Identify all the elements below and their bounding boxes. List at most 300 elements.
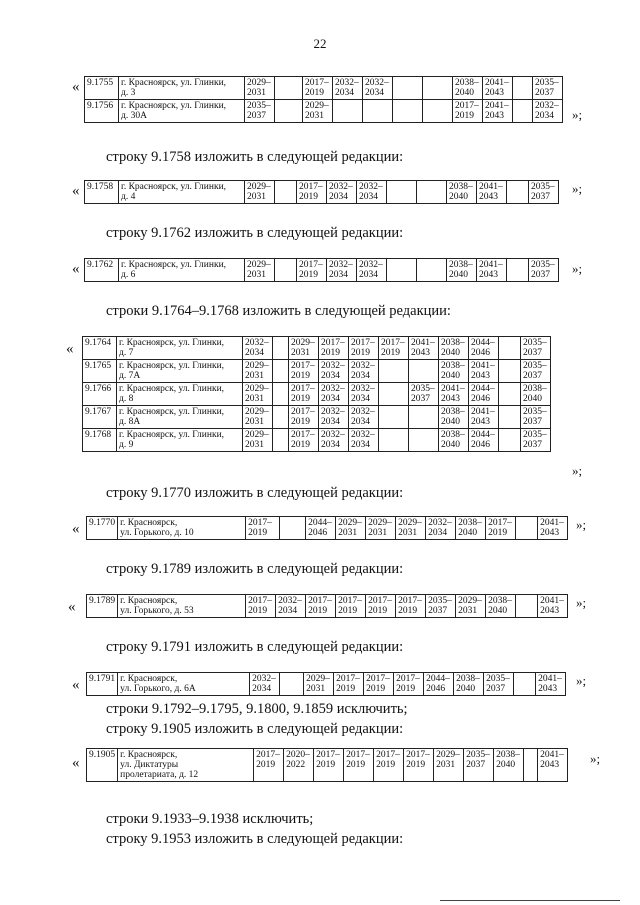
instruction-line: строку 9.1770 изложить в следующей редакции: — [106, 485, 404, 501]
period-cell — [529, 259, 559, 282]
address-cell — [117, 429, 243, 452]
period-cell — [379, 406, 409, 429]
period-line: 2032– — [359, 182, 383, 192]
period-line: 2019 — [366, 684, 386, 694]
period-line — [389, 270, 414, 280]
period-line — [515, 111, 530, 121]
period-line: 2017– — [321, 338, 345, 348]
period-cell — [254, 749, 284, 782]
period-line — [518, 596, 535, 606]
address-line: г. Красноярск, — [120, 596, 178, 606]
period-line: 2034 — [351, 394, 370, 404]
table-row — [85, 77, 563, 100]
period-cell — [243, 360, 273, 383]
period-cell — [349, 337, 379, 360]
period-line: 2029– — [291, 338, 315, 348]
period-line — [277, 270, 294, 280]
period-line: 2046 — [308, 528, 328, 538]
period-cell — [273, 406, 289, 429]
period-line: 2031 — [245, 417, 264, 427]
period-line: 2019 — [305, 88, 324, 98]
period-line: 2037 — [531, 270, 550, 280]
period-cell — [366, 595, 396, 618]
period-cell — [469, 360, 499, 383]
period-cell — [486, 517, 516, 540]
period-line: 2017– — [366, 674, 390, 684]
closing-quote: »; — [572, 107, 583, 122]
period-line — [365, 111, 390, 121]
period-cell — [349, 383, 379, 406]
period-line: 2044– — [471, 384, 495, 394]
period-line — [381, 417, 406, 427]
period-cell — [483, 77, 513, 100]
period-cell — [289, 383, 319, 406]
period-line: 2043 — [540, 760, 560, 770]
period-cell — [521, 383, 551, 406]
period-line: 2035– — [523, 361, 547, 371]
period-cell — [423, 100, 453, 123]
period-line — [389, 182, 414, 192]
period-line: 2040 — [496, 760, 516, 770]
period-line: 2019 — [381, 348, 400, 358]
period-line: 2035– — [523, 430, 547, 440]
period-cell — [366, 517, 396, 540]
period-line: 2034 — [351, 371, 370, 381]
period-line — [277, 88, 300, 98]
period-line: 2017– — [248, 518, 272, 528]
period-cell — [357, 181, 387, 204]
period-line: 2032– — [535, 101, 559, 111]
period-cell — [280, 673, 304, 696]
period-line: 2017– — [346, 750, 370, 760]
period-line: 2035– — [531, 260, 555, 270]
period-line: 2031 — [247, 88, 266, 98]
period-line: 2041– — [538, 674, 562, 684]
period-cell — [327, 259, 357, 282]
period-line: 2038– — [441, 361, 465, 371]
address-line: г. Красноярск, ул. Глинки, — [119, 361, 225, 371]
period-cell — [349, 429, 379, 452]
period-cell — [303, 77, 333, 100]
address-line: г. Красноярск, ул. Глинки, — [119, 430, 225, 440]
opening-quote: « — [72, 261, 80, 277]
period-cell — [483, 100, 513, 123]
period-line — [425, 101, 450, 111]
period-line — [501, 371, 518, 381]
period-cell — [409, 360, 439, 383]
period-line: 2017– — [305, 78, 329, 88]
period-line — [501, 348, 518, 358]
period-line: 2038– — [441, 407, 465, 417]
opening-quote: « — [72, 755, 80, 771]
period-line — [282, 518, 303, 528]
period-line — [395, 88, 420, 98]
period-line: 2037 — [411, 394, 430, 404]
period-line: 2034 — [335, 88, 354, 98]
period-line — [335, 111, 360, 121]
period-cell — [439, 406, 469, 429]
period-cell — [289, 360, 319, 383]
period-cell — [276, 595, 306, 618]
period-line: 2034 — [278, 606, 298, 616]
period-line: 2043 — [540, 606, 560, 616]
instruction-line: строку 9.1905 изложить в следующей редакции: — [106, 721, 404, 737]
period-cell — [273, 383, 289, 406]
period-cell — [289, 406, 319, 429]
period-cell — [393, 77, 423, 100]
period-line: 2019 — [368, 606, 388, 616]
address-cell — [118, 673, 250, 696]
amendment-table — [86, 672, 566, 696]
period-cell — [453, 77, 483, 100]
period-line: 2019 — [455, 111, 474, 121]
amendment-table — [86, 594, 568, 618]
period-cell — [363, 100, 393, 123]
period-line — [526, 760, 535, 770]
period-line: 2038– — [496, 750, 520, 760]
period-line — [389, 260, 414, 270]
period-line — [277, 101, 300, 111]
period-line: 2037 — [466, 760, 486, 770]
period-cell — [499, 383, 521, 406]
period-line — [335, 101, 360, 111]
address-line: пролетариата, д. 12 — [120, 770, 199, 780]
period-line — [275, 417, 286, 427]
period-line: 2032– — [252, 674, 276, 684]
period-line: 2041– — [485, 101, 509, 111]
period-line: 2019 — [406, 760, 426, 770]
period-cell — [439, 337, 469, 360]
period-line: 2017– — [316, 750, 340, 760]
row-number-cell: 9.1791 — [87, 673, 118, 696]
period-cell — [379, 429, 409, 452]
period-line: 2017– — [291, 384, 315, 394]
period-line: 2031 — [398, 528, 418, 538]
period-line: 2017– — [248, 596, 272, 606]
period-cell — [439, 383, 469, 406]
period-line — [411, 371, 436, 381]
period-line — [389, 192, 414, 202]
period-line: 2035– — [523, 338, 547, 348]
period-cell — [357, 259, 387, 282]
period-line — [381, 407, 406, 417]
table-row — [83, 337, 551, 360]
period-line: 2031 — [245, 394, 264, 404]
period-cell — [499, 406, 521, 429]
period-cell — [513, 100, 533, 123]
period-cell — [379, 383, 409, 406]
address-cell — [119, 181, 245, 204]
period-line: 2040 — [488, 606, 508, 616]
period-line — [381, 430, 406, 440]
period-line: 2044– — [471, 338, 495, 348]
address-cell — [119, 259, 245, 282]
period-line — [275, 384, 286, 394]
address-line: г. Красноярск, ул. Глинки, — [119, 384, 225, 394]
period-cell — [409, 429, 439, 452]
period-cell — [333, 100, 363, 123]
period-cell — [494, 749, 524, 782]
closing-quote: »; — [572, 261, 583, 276]
period-line: 2035– — [486, 674, 510, 684]
period-cell — [417, 259, 447, 282]
period-line: 2032– — [321, 384, 345, 394]
period-line — [381, 361, 406, 371]
period-line — [275, 348, 286, 358]
period-line — [277, 182, 294, 192]
period-line: 2017– — [368, 596, 392, 606]
period-line — [411, 407, 436, 417]
period-cell — [469, 383, 499, 406]
period-line — [515, 101, 530, 111]
period-line: 2034 — [321, 371, 340, 381]
period-cell — [521, 337, 551, 360]
table-row — [87, 517, 568, 540]
period-line: 2031 — [306, 684, 326, 694]
period-cell — [533, 77, 563, 100]
period-cell — [538, 749, 568, 782]
period-cell — [297, 181, 327, 204]
table-row — [87, 595, 568, 618]
period-line — [282, 528, 303, 538]
closing-quote: »; — [576, 673, 587, 688]
period-line: 2035– — [535, 78, 559, 88]
period-line: 2038– — [449, 182, 473, 192]
row-number-cell: 9.1767 — [83, 406, 117, 429]
period-line: 2032– — [351, 384, 375, 394]
period-line: 2032– — [359, 260, 383, 270]
period-line — [425, 88, 450, 98]
period-line: 2034 — [321, 440, 340, 450]
period-cell — [521, 406, 551, 429]
period-line: 2034 — [321, 394, 340, 404]
period-line: 2031 — [247, 192, 266, 202]
period-line: 2034 — [351, 440, 370, 450]
table-row — [85, 259, 559, 282]
period-line: 2019 — [256, 760, 276, 770]
period-line: 2035– — [531, 182, 555, 192]
period-line: 2034 — [245, 348, 264, 358]
period-cell — [521, 429, 551, 452]
period-line: 2043 — [479, 192, 498, 202]
address-line: г. Красноярск, — [120, 518, 178, 528]
footer-rule — [440, 900, 620, 901]
amendment-table — [84, 180, 559, 204]
period-cell — [246, 595, 276, 618]
period-line — [411, 361, 436, 371]
period-cell — [273, 360, 289, 383]
period-line: 2040 — [455, 88, 474, 98]
period-cell — [374, 749, 404, 782]
period-line: 2037 — [247, 111, 266, 121]
instruction-line: строки 9.1764–9.1768 изложить в следующей редакции: — [106, 303, 451, 319]
amendment-table — [84, 76, 563, 123]
period-line: 2037 — [531, 192, 550, 202]
period-line: 2019 — [291, 417, 310, 427]
period-line: 2029– — [247, 260, 271, 270]
period-cell — [245, 100, 275, 123]
period-cell — [387, 259, 417, 282]
period-line — [411, 430, 436, 440]
period-line: 2040 — [441, 440, 460, 450]
period-line: 2035– — [466, 750, 490, 760]
period-line — [275, 371, 286, 381]
period-cell — [319, 406, 349, 429]
period-line: 2037 — [523, 371, 542, 381]
period-line: 2040 — [458, 528, 478, 538]
period-line: 2043 — [540, 528, 560, 538]
instruction-line: строки 9.1792–9.1795, 9.1800, 9.1859 исключить; — [106, 701, 408, 717]
period-line — [395, 78, 420, 88]
period-line: 2043 — [471, 371, 490, 381]
period-line: 2040 — [441, 348, 460, 358]
opening-quote: « — [66, 341, 74, 357]
period-line: 2038– — [456, 674, 480, 684]
period-line: 2019 — [321, 348, 340, 358]
period-line — [277, 192, 294, 202]
address-line: д. 30А — [121, 111, 147, 121]
closing-quote: »; — [590, 751, 601, 766]
period-cell — [319, 360, 349, 383]
period-line: 2017– — [291, 430, 315, 440]
period-cell — [477, 259, 507, 282]
period-line — [501, 440, 518, 450]
address-line: д. 3 — [121, 88, 136, 98]
period-line: 2022 — [286, 760, 306, 770]
period-cell — [303, 100, 333, 123]
period-line: 2040 — [441, 417, 460, 427]
period-line: 2017– — [398, 596, 422, 606]
row-number-cell: 9.1766 — [83, 383, 117, 406]
period-line: 2019 — [299, 270, 318, 280]
period-line: 2034 — [329, 192, 348, 202]
period-cell — [393, 100, 423, 123]
period-line: 2032– — [329, 260, 353, 270]
period-line: 2043 — [538, 684, 558, 694]
period-line: 2035– — [523, 407, 547, 417]
period-line: 2019 — [291, 440, 310, 450]
amendment-table — [86, 516, 568, 540]
period-line — [275, 440, 286, 450]
row-number-cell: 9.1789 — [87, 595, 118, 618]
period-line — [282, 684, 301, 694]
address-line: г. Красноярск, ул. Глинки, — [121, 260, 227, 270]
period-line: 2034 — [359, 270, 378, 280]
period-cell — [484, 673, 514, 696]
period-line: 2017– — [299, 182, 323, 192]
period-line: 2043 — [485, 111, 504, 121]
period-cell — [513, 77, 533, 100]
period-cell — [273, 429, 289, 452]
period-cell — [456, 517, 486, 540]
period-line: 2017– — [308, 596, 332, 606]
period-line: 2029– — [368, 518, 392, 528]
period-line: 2046 — [471, 394, 490, 404]
period-line: 2040 — [449, 192, 468, 202]
period-line — [501, 430, 518, 440]
period-line — [518, 606, 535, 616]
closing-quote: »; — [572, 463, 583, 478]
instruction-line: строку 9.1789 изложить в следующей редакции: — [106, 561, 404, 577]
period-cell — [486, 595, 516, 618]
period-line: 2019 — [351, 348, 370, 358]
period-line: 2017– — [351, 338, 375, 348]
period-line: 2031 — [458, 606, 478, 616]
address-cell — [117, 337, 243, 360]
period-line — [275, 394, 286, 404]
period-cell — [424, 673, 454, 696]
opening-quote: « — [72, 183, 80, 199]
period-line: 2017– — [299, 260, 323, 270]
period-line: 2041– — [540, 518, 564, 528]
instruction-line: строку 9.1953 изложить в следующей редакции: — [106, 831, 404, 847]
address-line: ул. Диктатуры — [120, 760, 179, 770]
period-line: 2017– — [256, 750, 280, 760]
period-line: 2043 — [411, 348, 430, 358]
address-line: д. 6 — [121, 270, 136, 280]
period-line: 2017– — [336, 674, 360, 684]
period-line: 2032– — [321, 361, 345, 371]
period-line — [381, 440, 406, 450]
address-line: д. 4 — [121, 192, 136, 202]
row-number-cell: 9.1768 — [83, 429, 117, 452]
period-line — [509, 260, 526, 270]
address-cell — [117, 406, 243, 429]
row-number-cell: 9.1756 — [85, 100, 119, 123]
period-line: 2035– — [411, 384, 435, 394]
address-cell — [118, 595, 246, 618]
opening-quote: « — [72, 521, 80, 537]
period-cell — [243, 406, 273, 429]
period-line: 2029– — [245, 384, 269, 394]
period-line: 2041– — [471, 361, 495, 371]
period-cell — [533, 100, 563, 123]
period-line: 2034 — [535, 111, 554, 121]
period-line: 2046 — [426, 684, 446, 694]
period-line — [381, 394, 406, 404]
period-cell — [379, 337, 409, 360]
period-line: 2032– — [351, 361, 375, 371]
closing-quote: »; — [576, 517, 587, 532]
address-line: д. 8А — [119, 417, 141, 427]
period-line: 2043 — [479, 270, 498, 280]
period-cell — [516, 595, 538, 618]
address-cell — [118, 749, 254, 782]
period-line: 2029– — [247, 182, 271, 192]
period-cell — [423, 77, 453, 100]
period-line — [501, 394, 518, 404]
table-row — [87, 749, 568, 782]
period-cell — [319, 383, 349, 406]
period-cell — [243, 337, 273, 360]
period-line: 2037 — [486, 684, 506, 694]
period-line — [516, 674, 533, 684]
opening-quote: « — [68, 599, 76, 615]
period-line: 2029– — [398, 518, 422, 528]
period-line: 2037 — [523, 417, 542, 427]
period-cell — [306, 517, 336, 540]
period-line: 2034 — [351, 417, 370, 427]
period-line: 2031 — [338, 528, 358, 538]
period-line: 2041– — [540, 750, 564, 760]
address-line: г. Красноярск, ул. Глинки, — [121, 182, 227, 192]
instruction-line: строки 9.1933–9.1938 исключить; — [106, 811, 314, 827]
period-line: 2043 — [471, 417, 490, 427]
instruction-line: строку 9.1791 изложить в следующей редакции: — [106, 639, 404, 655]
period-line: 2019 — [299, 192, 318, 202]
period-line: 2017– — [381, 338, 405, 348]
row-number-cell: 9.1905 — [87, 749, 118, 782]
